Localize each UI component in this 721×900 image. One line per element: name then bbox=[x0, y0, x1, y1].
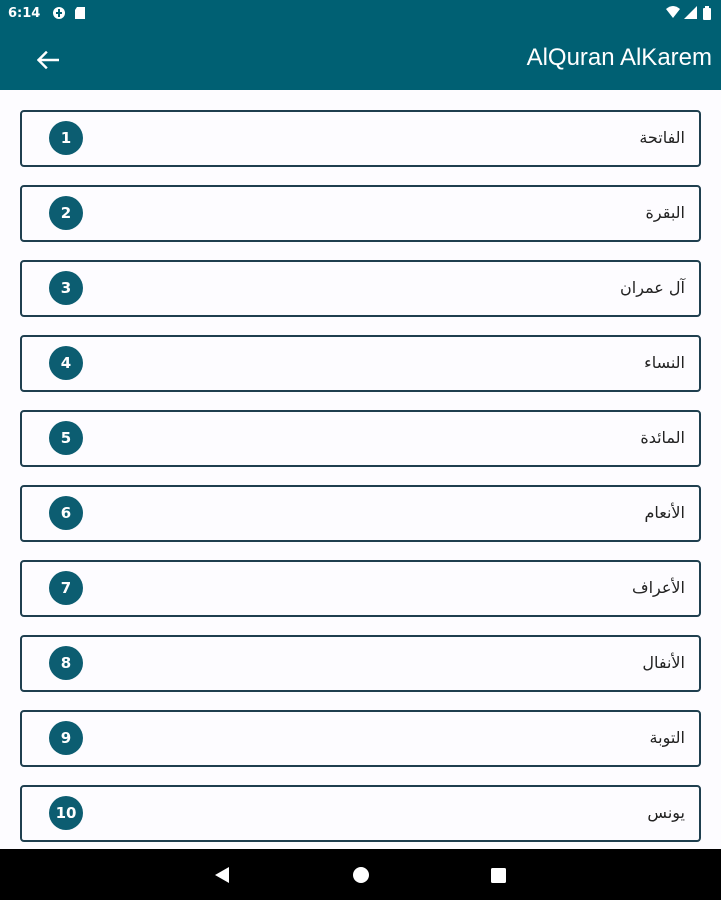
surah-list-item[interactable] bbox=[20, 410, 701, 467]
signal-icon bbox=[684, 6, 697, 22]
surah-list-item[interactable] bbox=[20, 485, 701, 542]
arrow-back-icon bbox=[37, 51, 59, 69]
status-bar bbox=[0, 0, 721, 28]
app-title: AlQuran AlKarem bbox=[526, 44, 712, 71]
sim-card-icon bbox=[74, 6, 86, 23]
surah-list-item[interactable] bbox=[20, 785, 701, 842]
surah-number-badge: 7 bbox=[49, 571, 83, 605]
surah-name: الأعراف bbox=[632, 578, 685, 597]
surah-number-badge: 4 bbox=[49, 346, 83, 380]
surah-name: الأنفال bbox=[642, 653, 685, 672]
surah-list-item[interactable] bbox=[20, 335, 701, 392]
surah-list-item[interactable] bbox=[20, 560, 701, 617]
app-header bbox=[0, 0, 721, 90]
surah-number-badge: 2 bbox=[49, 196, 83, 230]
nav-recents-button[interactable] bbox=[487, 864, 509, 886]
surah-name: البقرة bbox=[645, 203, 685, 222]
surah-number-badge: 1 bbox=[49, 121, 83, 155]
surah-name: آل عمران bbox=[620, 278, 685, 297]
surah-name: التوبة bbox=[649, 728, 685, 747]
back-button[interactable] bbox=[30, 42, 66, 78]
battery-icon bbox=[703, 6, 711, 23]
surah-number-badge: 10 bbox=[49, 796, 83, 830]
surah-name: الأنعام bbox=[644, 503, 685, 522]
surah-name: المائدة bbox=[640, 428, 685, 447]
status-time: 6:14 bbox=[8, 6, 41, 21]
surah-list[interactable] bbox=[0, 90, 721, 848]
surah-number-badge: 8 bbox=[49, 646, 83, 680]
surah-number-badge: 9 bbox=[49, 721, 83, 755]
surah-list-item[interactable] bbox=[20, 110, 701, 167]
surah-list-item[interactable] bbox=[20, 185, 701, 242]
nav-back-button[interactable] bbox=[211, 864, 233, 886]
system-nav-bar bbox=[0, 849, 721, 900]
home-circle-icon bbox=[350, 864, 372, 886]
surah-list-item[interactable] bbox=[20, 710, 701, 767]
surah-number-badge: 5 bbox=[49, 421, 83, 455]
surah-list-item[interactable] bbox=[20, 635, 701, 692]
surah-number-badge: 6 bbox=[49, 496, 83, 530]
surah-number-badge: 3 bbox=[49, 271, 83, 305]
back-triangle-icon bbox=[211, 864, 233, 886]
wifi-icon bbox=[666, 6, 680, 21]
surah-name: يونس bbox=[647, 803, 685, 822]
surah-name: الفاتحة bbox=[639, 128, 685, 147]
surah-name: النساء bbox=[644, 353, 685, 372]
nav-home-button[interactable] bbox=[350, 864, 372, 886]
recents-square-icon bbox=[487, 864, 509, 886]
surah-list-item[interactable] bbox=[20, 260, 701, 317]
data-saver-icon bbox=[52, 6, 66, 23]
